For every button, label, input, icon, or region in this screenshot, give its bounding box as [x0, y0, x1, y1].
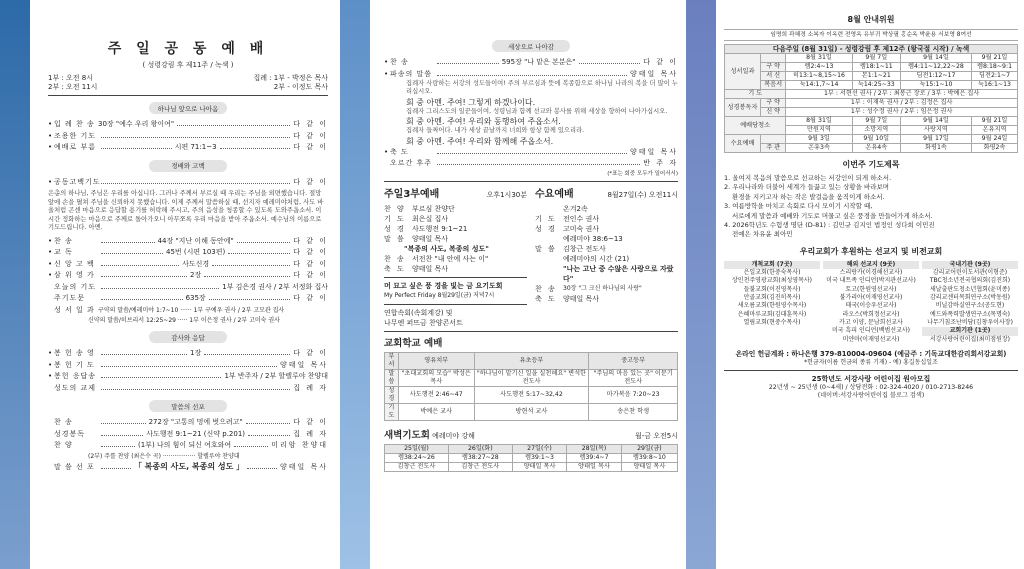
order-item: 찬 송 272장 "고통의 멍에 벗으려고" 다 같 이	[54, 418, 329, 427]
prayer-topics-title: 이번주 기도제목	[842, 160, 900, 169]
list-item: 말 씀 김창근 전도사	[535, 244, 606, 253]
officiant-1: 집례 : 1부 - 박정은 목사	[253, 74, 328, 82]
middle-decor-strip	[340, 0, 370, 569]
order-item: 찬 양 (1부) 나의 힘이 되신 여호와여 미리암 찬양대	[54, 441, 329, 450]
list-item: 기 도 최은실 집사	[384, 214, 449, 223]
missions-list	[724, 261, 1018, 344]
prayer-line: 3. 여름방학을 마치고 속회로 다시 모이기 시작할 때,	[724, 202, 873, 211]
prayer-line: 4. 2026학년도 수험생 명단 (D-81) : 김민규 김지인 법정인 성다희 이민진	[724, 221, 935, 230]
prayer-line: 1. 올여지 복음의 말씀으로 선교하는 서강인이 되게 하소서.	[724, 174, 892, 182]
congregation-response: 회 중 아멘. 주여! 그렇게 하겠나이다.	[406, 97, 536, 107]
list-item: 기 도 전인수 권사	[535, 214, 600, 223]
leader-call: 집례자 들짜어다. 내가 세상 끝날까지 너희와 항상 함께 있으리라.	[406, 127, 585, 135]
wednesday-time: 8월27일(수) 오전11시	[607, 190, 678, 199]
sunday-service-order	[30, 0, 340, 569]
wednesday-service	[535, 185, 678, 328]
missions-title: 우리교회가 후원하는 선교지 및 비전교회	[799, 246, 943, 256]
time-2: 2부 : 오전 11시	[48, 83, 98, 91]
friday-prayer-title: 머 묘고 싶은 풍 경을 빛는 금 요기도회	[384, 281, 503, 290]
schedule-table: 다음주일 (8월 31일) - 성령강림 후 제12주 (왕국절 시작) / 녹색 성서일과 8월 31일 9월 7일 9월 14일 9월 21일 구 약 렘2:4~13 렘18:1~11 렘4:11~12,22~28 렘8:18~9:1 서 신 히13:1~8,15~16 몬1:1~21 딤전1:12~17 딤전2:1~7 복음서 눅14:1,7~14 눅14:25~33 눅15:1~10 눅16:1~13 기 도 1부 : 서현선 권사 / 2부 : 최봉근 장로 / 3부 : 박예은 집사 성경봉독자 구 약 1부 : 이재욱 권사 / 2부 : 김정은 집사 신 약 1부 : 성수정 권사 / 2부 : 임은정 권사 예배당청소 8월 31일 9월 7일 9월 14일 9월 21일 만원지역 소망지역 사랑지역 온유지역 수요예배 9월 3일 9월 10일 9월 17일 9월 24일 주 관 온유3속 온유4속 화평1속 화평2속	[724, 44, 1018, 153]
dawn-title: 새벽기도회	[384, 429, 430, 441]
bank-account: 온라인 헌금계좌 : 하나은행 379-810004-09604 (예금주 : 기독교대한감리회서강교회)	[735, 349, 1007, 358]
order-item: • 예배로 부름 시편 71:1~3 다 같 이	[48, 143, 329, 151]
third-service-title: 주일3부예배	[384, 188, 440, 200]
list-item: 찬 양 부르심 찬양단	[384, 204, 455, 213]
dawn-prayer-table: 25일(월) 26일(화) 27일(수) 28일(목) 29일(금) 렘38:24~26 렘38:27~28 렘39:1~3 렘39:4~7 렘39:8~10 김창근 전도사 김창근 전도사 양태일 목사 양태일 목사 양태일 목사	[384, 444, 678, 472]
congregation-response: 회 중 아멘. 주여! 우리와 함께해 주옵소서.	[406, 136, 554, 146]
dawn-time: 월-금 오전5시	[634, 431, 678, 440]
leader-call: 집례자 그리스도의 일꾼들이여, 성령님과 함께 선교와 봉사를 위해 세상을 향하여 나아가십시오.	[406, 107, 668, 115]
order-item: • 입 례 찬 송 30장 "예수 우리 왕이여" 다 같 이	[48, 120, 328, 128]
prayer-topics	[724, 174, 1018, 240]
new-testament-reading: 신약의 말씀/히브리서 12:25~29 ····· 1부 이은정 권사 / 2부 고미숙 권사	[88, 317, 280, 325]
overseas-missions: 해외 선교지 (9곳) 스리랑카(이경해선교사) 미국 내트족 인디언(박지관선교사) 토고(한원영선교사) 불가리아(이재영선교사) 태국(이승우선교사) 라오스(박희정선교사) 카고 이양, 문남희선교사 미국 흑피 인디언(백범선교사) 미얀마(이재영선교사)	[823, 261, 919, 344]
right-decor-strip	[686, 0, 716, 569]
ushers-title: 8월 안내위원	[847, 15, 895, 24]
kindergarten-notice-title: 25학년도 서강사랑 어린이집 원아모집	[811, 374, 931, 383]
list-item: 예레미야 38:6~13	[563, 234, 623, 243]
congregation-response: 회 중 아멘. 주여! 우리와 동행하여 주옵소서.	[406, 117, 561, 127]
friday-prayer-time: My Perfect Friday 8월29일(금) 저녁7시	[384, 291, 495, 299]
section-response: 감사와 응답	[149, 331, 227, 343]
left-decor-strip	[0, 0, 30, 569]
order-item: • 축 도 양태일 목사	[384, 147, 678, 156]
section-word: 말씀의 선포	[149, 400, 227, 412]
kindergarten-blog: (네이버:서강사랑어린이집 블로그 검색)	[817, 392, 925, 400]
prayer-line: 서로에게 말씀과 예배와 기도로 머물고 싶은 풍경을 만들어가게 하소서.	[732, 211, 933, 220]
service-times	[48, 74, 328, 83]
kindergarten-notice: 22년생 ~ 25년생 (0~4세) / 상담전화 : 02-324-4020 / 010-2713-8246	[768, 383, 974, 391]
order-item: 주기도문 635장 다 같 이	[54, 294, 328, 303]
order-item: • 봉 헌 송 영 1장 다 같 이	[48, 349, 328, 358]
church-school-table: 부서 영유치부 유초등부 중고등부 말씀 "초대교회의 모습" 박성은 목사 "하나님이 맡기신 일을 실천해요" 변석한 전도사 "주님의 마음 있는 곳" 이문기 전도사 성경 사도행전 2:46~47 사도행전 5:17~32,42 마가복음 7:20~23 기도 박예은 교사 방현석 교사 송은찬 학생	[384, 352, 678, 421]
list-item: 성 경 사도행전 9:1~21	[384, 224, 468, 233]
prayer-line: 2. 우리나라와 더불어 세계가 들끓고 있는 상황을 바라보며	[724, 183, 890, 192]
list-item: 예레미야의 시간 (21)	[563, 254, 630, 263]
order-item: 성경봉독 사도행전 9:1~21 (신약 p.201) 집 례 자	[54, 429, 328, 438]
list-item: 찬 송 30장 "그 크신 하나님의 사랑"	[535, 284, 642, 293]
order-item: • 찬 송 595장 "나 맡은 본분은" 다 같 이	[384, 58, 678, 66]
list-item: 축 도 양태일 목사	[535, 294, 600, 303]
order-item-sermon: 말 씀 선 포 「 복종의 사도, 복종의 성도 」 양태일 목사	[54, 461, 329, 471]
anthem-2: (2부) 주를 찬양 (최은수 곡) ················· 할렐루야 찬양대	[88, 452, 240, 460]
time-1: 1부 : 오전 8시	[48, 74, 93, 82]
middle-panel	[370, 0, 686, 569]
ushers-list: 임명희 곽혜경 소복자 이옥련 전영옥 유부귀 박상필 홍순옥 박윤용 서보영 8여선	[724, 29, 1018, 41]
confession-prayer-text: 은총의 하나님, 주님은 우리를 아십니다. 그러나 주께서 부르실 때 우리는 주님을 외면했습니다. 절망 앞에 손을 펼쳐 주님을 신뢰하지 못했습니다. 이제 주께서 말씀하실 때, 선지자 예레미야처럼, 사도 바울처럼 곤센 마음으로 응답할 용기를 허락해 주시고, 주의 음성을 청종할 수 있도록 도와주옵소서. 이 시간 정화하는 마음으로 주께로 돌아가오니 아무쪼록 우리 마음을 받아 주옵소서. 예수님의 이름으로 기도드립니다. 아멘.	[48, 190, 324, 232]
order-item: • 찬 송 44장 "지난 이해 동안에" 다 같 이	[48, 236, 328, 245]
bank-note: *헌금자(이름 헌금의 종류 기재) - 예) 홍길동십일조	[804, 358, 938, 366]
pioneer-churches: 개척교회 (7곳) 은일교회(한중숙목사) 상인천주영광교회(최성영목사) 들불교회(이진영목사) 안골교회(김진히목사) 새오름교회(한원영수목사) 은혜마루교회(김대훈목사) 열림교회(현중수목사)	[724, 261, 820, 344]
list-item: 축 도 양태일 목사	[384, 264, 449, 273]
section-approach: 하나님 앞으로 나아옴	[149, 102, 227, 114]
dawn-subtitle: 예레미야 강해	[432, 431, 475, 440]
event-line: 연합속회(속회계강) 및	[384, 308, 453, 317]
liturgical-season: ( 성령강림 후 제11주 / 녹색 )	[142, 61, 234, 69]
list-item: 찬 송 서전찬 "내 안에 사는 이"	[384, 254, 489, 263]
list-item: 말 씀 양태일 목사	[384, 234, 449, 243]
wednesday-sermon-title: "나는 고난 중 수않은 사랑으로 자랐다"	[563, 264, 674, 283]
order-item: • 봉헌 응답송 1부 반주자 / 2부 할렐루야 찬양대	[48, 372, 328, 381]
wednesday-title: 수요예배	[535, 188, 574, 200]
page-title: 주 일 공 동 예 배	[107, 41, 269, 57]
list-item: 성 경 고미숙 권사	[535, 224, 600, 233]
dawn-header	[384, 427, 678, 441]
section-sending: 세상으로 나아감	[492, 40, 570, 52]
leader-call: 집례자 사랑하는 서강의 성도들이여! 주의 부르심과 뜻에 복종함으로 하나님 나라의 복을 더 많이 누리십시오.	[406, 80, 678, 96]
standing-note: (*표는 회중 모두가 일어서서)	[607, 170, 678, 177]
event-line: 나무엔 퍼뜨금 찬양콘서트	[384, 318, 463, 327]
service-times-2	[48, 83, 328, 92]
order-item: 오르간 후주 반 주 자	[390, 159, 678, 168]
order-item: • 삼 위 영 가 2장 다 같 이	[48, 271, 328, 280]
officiant-2: 2부 - 이정도 목사	[273, 83, 328, 91]
order-item: • 공동고백기도 다 같 이	[48, 177, 328, 186]
right-panel	[716, 0, 1024, 569]
domestic-orgs: 국내기관 (9곳) 감리교어린이도서관(이형준) TBC청소년전국협의회(김진희) 새날출판도청소년협회(윤미종) 감리교센터목회연구소(박동원) 비닐감바실연구소(공도현) 예드와폭력발생연구소(목명숙) 나무기침조난비담(김창우이사장) 교회기관 (1곳) 서강사랑어린이집(최미점원장)	[922, 261, 1018, 344]
order-item: 오늘의 기도 1부 김은경 권사 / 2부 서정화 집사	[54, 282, 328, 291]
order-item: 성 서 일 과 구약의 말씀/예레미야 1:7~10 ······ 1부 구예우 권사 / 2부 고모관 집사	[54, 305, 285, 314]
prayer-line: 환경을 지키고자 하는 작은 발걸음을 움직이게 하소서.	[732, 192, 885, 201]
prayer-line: 전예은 차유윤 최아민	[732, 230, 793, 239]
order-item: • 신 앙 고 백 사도신경 다 같 이	[48, 259, 328, 268]
afternoon-and-wednesday	[384, 185, 678, 328]
church-school-title: 교회학교 예배	[384, 337, 443, 349]
section-worship: 경배와 고백	[149, 160, 227, 172]
order-item: 성도의 교제 집 례 자	[54, 383, 328, 392]
third-service	[384, 185, 527, 328]
order-item: • 파송의 말씀 양태일 목사	[384, 69, 678, 78]
order-item: • 교 독 45번 (시편 103편) 다 같 이	[48, 248, 329, 257]
order-item: • 봉 헌 기 도 양태일 목사	[48, 360, 328, 369]
list-item: 온겨2속	[563, 204, 588, 213]
third-service-time: 오후1시30분	[486, 190, 527, 199]
third-sermon-title: "복종의 사도, 복종의 성도"	[404, 244, 489, 253]
order-item: • 조용한 기도 다 같 이	[48, 131, 328, 140]
